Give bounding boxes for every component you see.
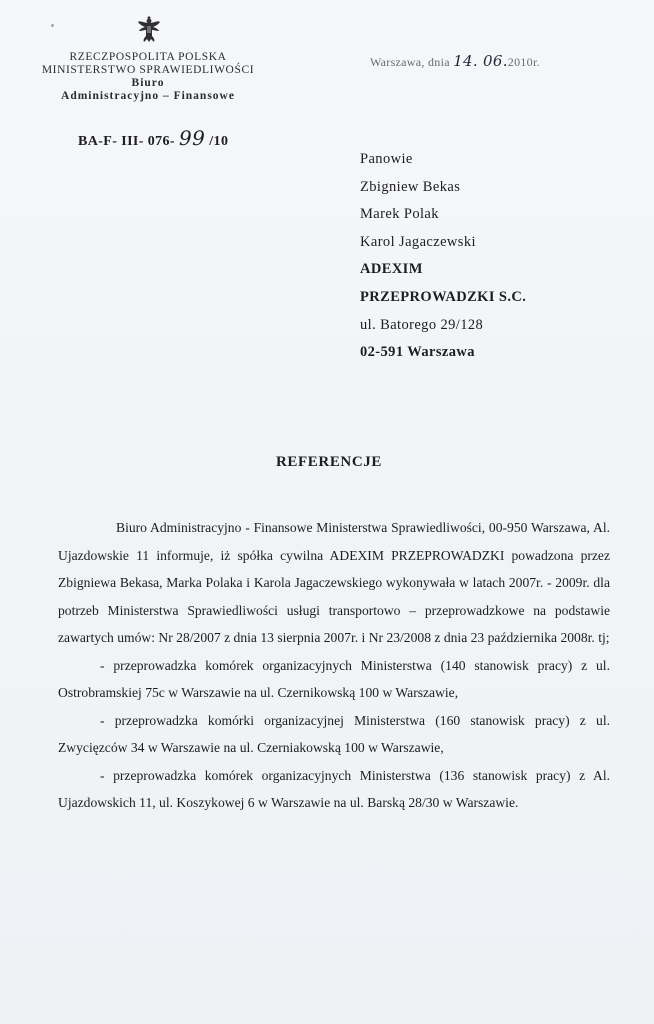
date-prefix: Warszawa, dnia (370, 55, 450, 69)
reference-suffix: /10 (209, 134, 229, 149)
reference-number (78, 126, 228, 150)
ministry-header (30, 51, 266, 103)
recipient-name-2: Marek Polak (360, 206, 439, 223)
recipient-city: 02-591 Warszawa (360, 344, 475, 361)
body-list-item-3: - przeprowadzka komórek organizacyjnych Ministerstwa (136 stanowisk pracy) z Al. Ujazdowskich 11, ul. Koszykowej 6 w Warszawie na ul. Barską 28/30 w Warszawie. (58, 767, 610, 810)
date-handwritten: 14. 06. (453, 52, 508, 70)
ministry-line-country: RZECZPOSPOLITA POLSKA (69, 51, 227, 63)
document-title: REFERENCJE (275, 454, 382, 470)
letter-date (370, 52, 540, 70)
paper-speck (51, 24, 54, 27)
recipient-street: ul. Batorego 29/128 (360, 316, 484, 333)
recipient-company-2: PRZEPROWADZKI S.C. (360, 288, 527, 305)
recipient-name-1: Zbigniew Bekas (360, 178, 461, 195)
date-year: 2010r. (507, 55, 540, 69)
body-list-item-2: - przeprowadzka komórki organizacyjnej Ministerstwa (160 stanowisk pracy) z ul. Zwycięzców 34 w Warszawie na ul. Czerniakowską 100 w Warszawie, (58, 712, 610, 755)
body-intro-paragraph: Biuro Administracyjno - Finansowe Ministerstwa Sprawiedliwości, 00-950 Warszawa, Al. Ujazdowskie 11 informuje, iż spółka cywilna ADEXIM PRZEPROWADZKI powadzona przez Zbigniewa Bekasa, Marka Polaka i Karola Jagaczewskiego wykonywała w latach 2007r. - 2009r. dla potrzeb Ministerstwa Sprawiedliwości usługi transportowo – przeprowadzkowe na podstawie zawartych umów: Nr 28/2007 z dnia 13 sierpnia 2007r. i Nr 23/2008 z dnia 23 października 2008r. tj; (58, 520, 610, 645)
recipient-name-3: Karol Jagaczewski (360, 233, 476, 250)
body-list-item-1: - przeprowadzka komórek organizacyjnych Ministerstwa (140 stanowisk pracy) z ul. Ostrobramskiej 75c w Warszawie na ul. Czernikowską 100 w Warszawie, (58, 657, 610, 700)
recipient-address (360, 146, 526, 367)
reference-prefix: BA-F- III- 076- (78, 134, 175, 149)
polish-eagle-emblem-icon (136, 14, 162, 44)
letter-body (58, 514, 610, 817)
recipient-company-1: ADEXIM (360, 261, 423, 278)
ministry-line-name: MINISTERSTWO SPRAWIEDLIWOŚCI (41, 64, 255, 76)
recipient-salutation: Panowie (360, 151, 413, 167)
reference-handwritten: 99 (179, 126, 206, 150)
office-line-2: Administracyjno – Finansowe (61, 90, 235, 102)
office-line-1: Biuro (131, 77, 165, 89)
